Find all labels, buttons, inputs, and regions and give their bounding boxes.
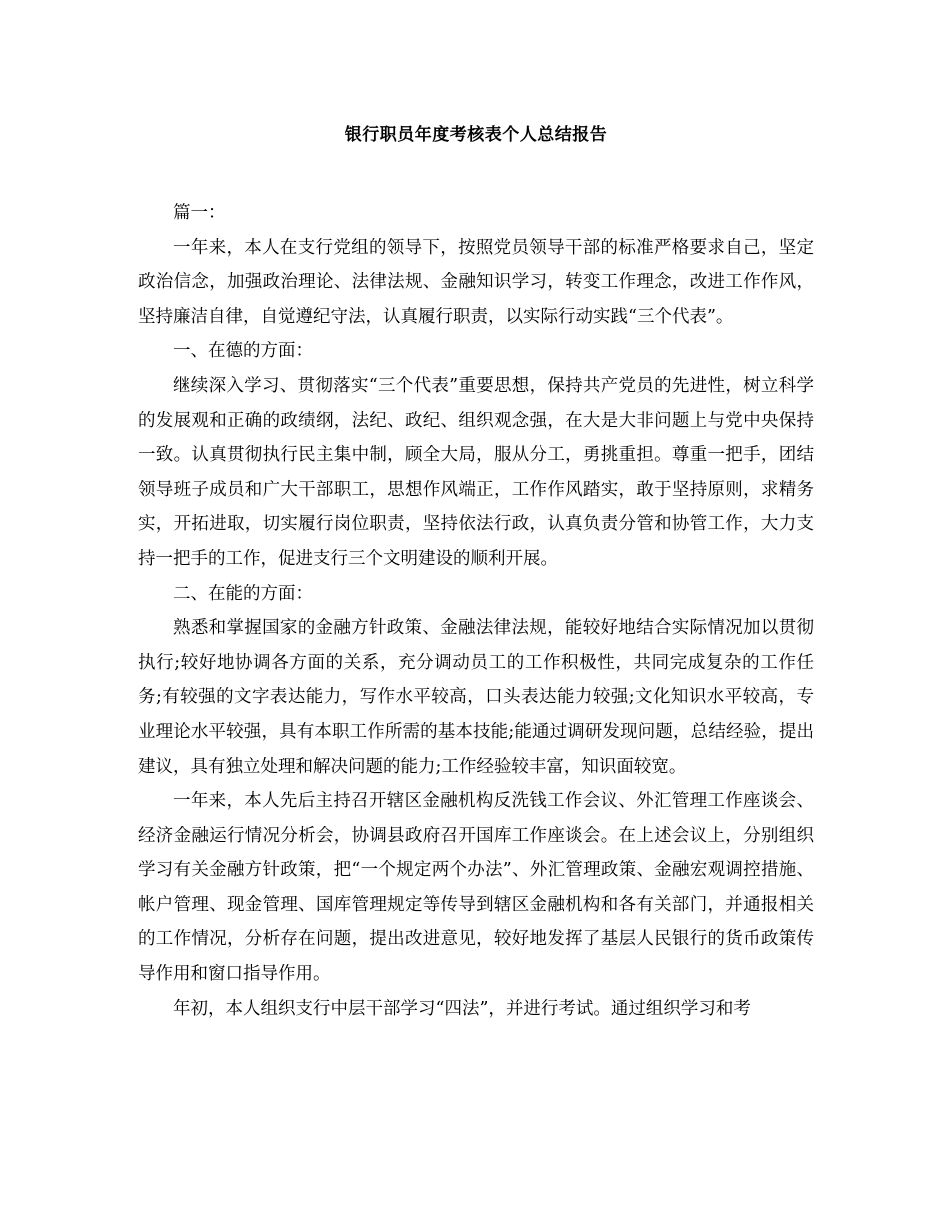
- section-heading-morality: 一、在德的方面：: [173, 341, 313, 362]
- section-label-part-one: 篇一：: [173, 203, 226, 223]
- body-paragraph: 一年来，本人先后主持召开辖区金融机构反洗钱工作会议、外汇管理工作座谈会、经济金融运行情况分析会，协调县政府召开国库工作座谈会。在上述会议上，分别组织学习有关金融方针政策，把“一个规定两个办法”、外汇管理政策、金融宏观调控措施、帐户管理、现金管理、国库管理规定等传导到辖区金融机构和各有关部门，并通报相关的工作情况，分析存在问题，提出改进意见，较好地发挥了基层人民银行的货币政策传导作用和窗口指导作用。: [138, 791, 814, 985]
- section-heading-ability: 二、在能的方面：: [173, 583, 313, 604]
- document-body: [138, 196, 814, 1026]
- body-paragraph: 熟悉和掌握国家的金融方针政策、金融法律法规，能较好地结合实际情况加以贯彻执行;较好地协调各方面的关系，充分调动员工的工作积极性，共同完成复杂的工作任务;有较强的文字表达能力，写作水平较高，口头表达能力较强;文化知识水平较高，专业理论水平较强，具有本职工作所需的基本技能;能通过调研发现问题，总结经验，提出建议，具有独立处理和解决问题的能力;工作经验较丰富，知识面较宽。: [138, 618, 814, 777]
- body-paragraph: 继续深入学习、贯彻落实“三个代表”重要思想，保持共产党员的先进性，树立科学的发展观和正确的政绩纲，法纪、政纪、组织观念强，在大是大非问题上与党中央保持一致。认真贯彻执行民主集中制，顾全大局，服从分工，勇挑重担。尊重一把手，团结领导班子成员和广大干部职工，思想作风端正，工作作风踏实，敢于坚持原则，求精务实，开拓进取，切实履行岗位职责，坚持依法行政，认真负责分管和协管工作，大力支持一把手的工作，促进支行三个文明建设的顺利开展。: [138, 375, 814, 569]
- body-paragraph: 一年来，本人在支行党组的领导下，按照党员领导干部的标准严格要求自己，坚定政治信念，加强政治理论、法律法规、金融知识学习，转变工作理念，改进工作作风，坚持廉洁自律，自觉遵纪守法，认真履行职责，以实际行动实践“三个代表”。: [138, 237, 814, 327]
- document-title: 银行职员年度考核表个人总结报告: [344, 125, 608, 145]
- body-paragraph: 年初，本人组织支行中层干部学习“四法”，并进行考试。通过组织学习和考: [173, 998, 751, 1019]
